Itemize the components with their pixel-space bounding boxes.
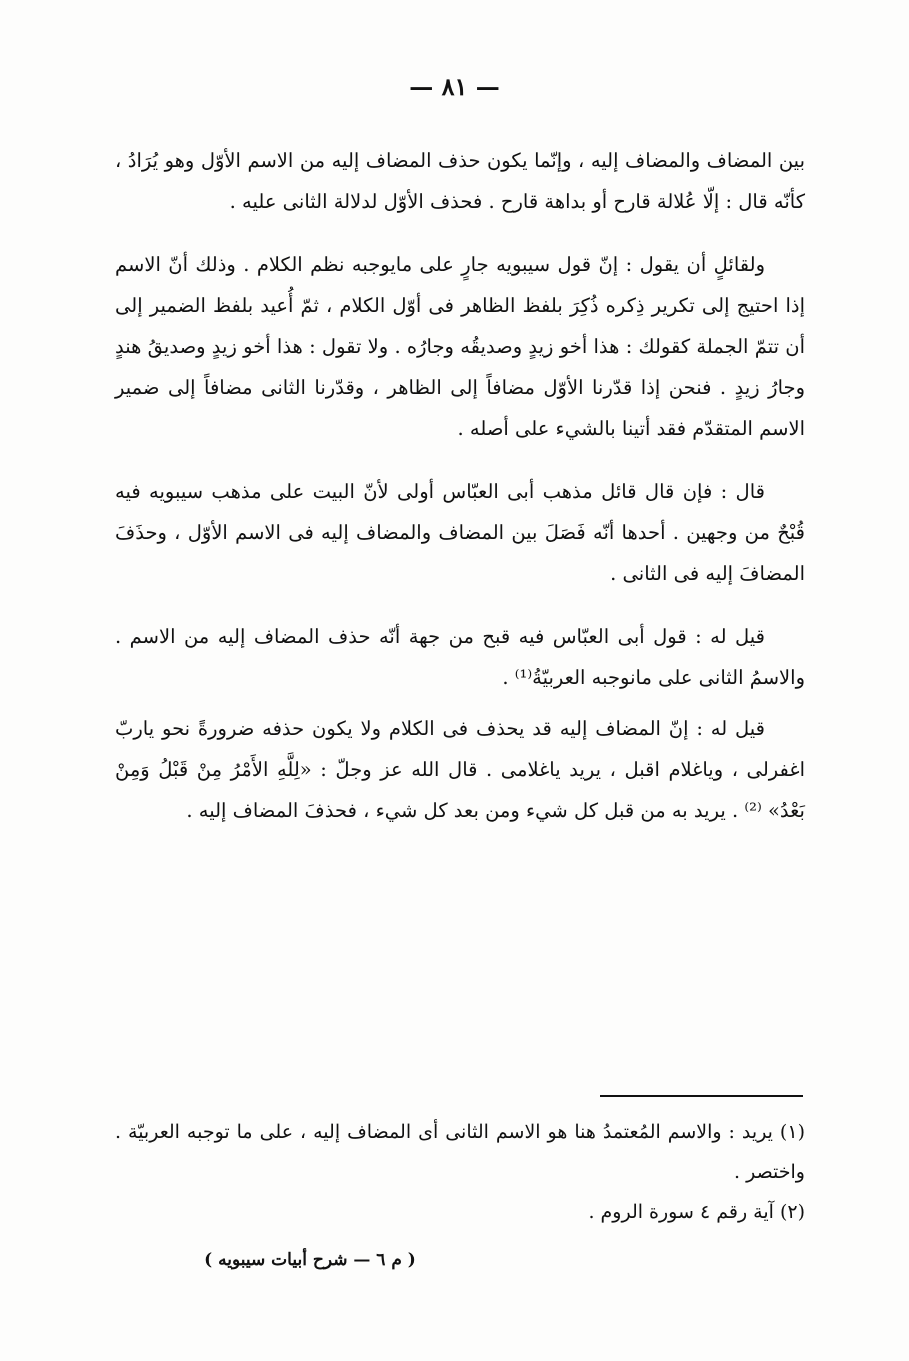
paragraph-1: بين المضاف والمضاف إليه ، وإنّما يكون حذف المضاف إليه من الاسم الأوّل وهو يُرَادُ ، كأنّه قال : إلّا عُلالة قارح أو بداهة قارح . فحذف الأوّل لدلالة الثانى عليه .: [115, 149, 805, 213]
body-text: [115, 140, 805, 831]
page-number: — ٨١ —: [409, 72, 500, 101]
page-signature: ( م ٦ — شرح أبيات سيبويه ): [204, 1250, 416, 1270]
paragraph-2: ولقائلٍ أن يقول : إنّ قول سيبويه جارٍ على مايوجبه نظم الكلام . وذلك أنّ الاسم إذا احتيج إلى تكرير ذِكره ذُكِرَ بلفظ الظاهر فى أوّل الكلام ، ثمّ أُعيد بلفظ الضمير إلى أن تتمّ الجملة كقولك : هذا أخو زيدٍ وصديقُه وجارُه . ولا تقول : هذا أخو زيدٍ وصديقُ هندٍ وجارُ زيدٍ . فنحن إذا قدّرنا الأوّل مضافاً إلى الظاهر ، وقدّرنا الثانى مضافاً إلى ضمير الاسم المتقدّم فقد أتينا بالشيء على أصله .: [115, 253, 805, 440]
paragraph-3: قال : فإن قال قائل مذهب أبى العبّاس أولى لأنّ البيت على مذهب سيبويه فيه قُبْحٌ من وجهين . أحدها أنّه فَصَلَ بين المضاف والمضاف إليه فى الاسم الأوّل ، وحذَفَ المضافَ إليه فى الثانى .: [115, 480, 805, 585]
footnote-2: (٢) آية رقم ٤ سورة الروم .: [588, 1201, 805, 1223]
paragraph-4: قيل له : قول أبى العبّاس فيه قبح من جهة أنّه حذف المضاف إليه من الاسم . والاسمُ الثانى على مانوجبه العربيّةُ⁽¹⁾ .: [115, 625, 805, 689]
footnote-divider: [600, 1095, 803, 1097]
footnote-1: (١) يريد : والاسم المُعتمدُ هنا هو الاسم الثانى أى المضاف إليه ، على ما توجبه العربيّة . واختصر .: [115, 1121, 805, 1183]
footnotes: [115, 1112, 805, 1232]
paragraph-5: قيل له : إنّ المضاف إليه قد يحذف فى الكلام ولا يكون حذفه ضرورةً نحو ياربّ اغفرلى ، وياغلام اقبل ، يريد ياغلامى . قال الله عز وجلّ : «لِلَّهِ الأَمْرُ مِنْ قَبْلُ وَمِنْ بَعْدُ» ⁽²⁾ . يريد به من قبل كل شيء ومن بعد كل شيء ، فحذفَ المضاف إليه .: [115, 717, 805, 822]
